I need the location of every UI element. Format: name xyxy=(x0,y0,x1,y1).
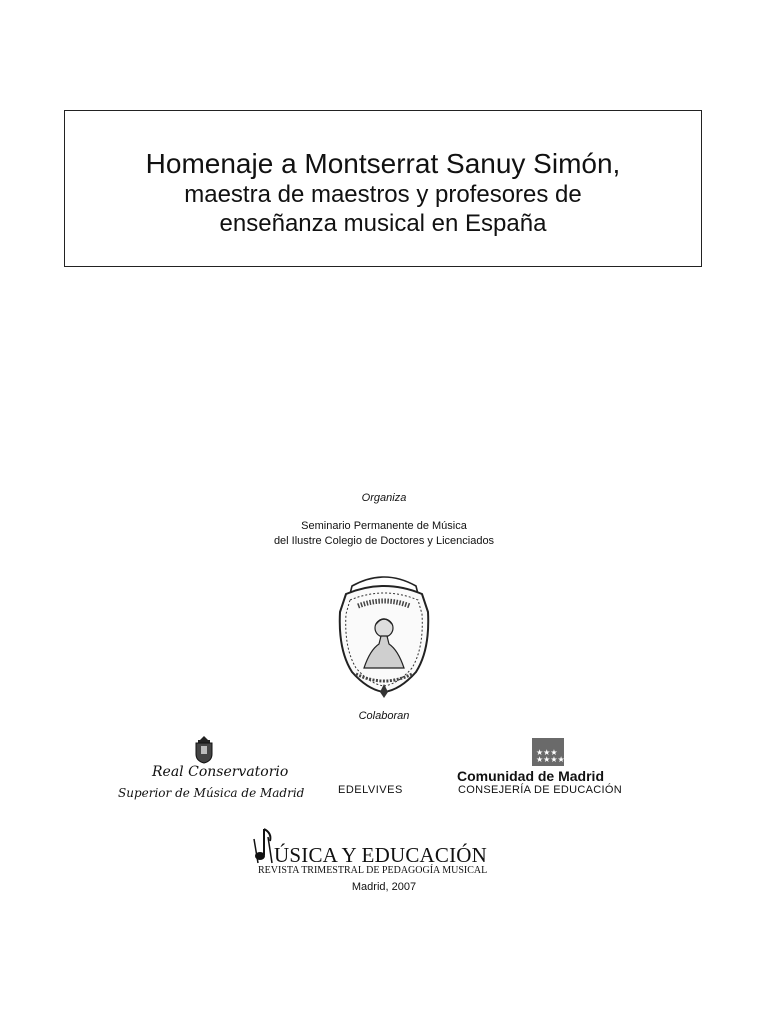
title-box xyxy=(64,110,702,267)
colegio-seal-icon xyxy=(334,572,434,700)
conservatorio-logo xyxy=(112,734,305,808)
revista-subtitle: REVISTA TRIMESTRAL DE PEDAGOGÍA MUSICAL xyxy=(258,865,488,876)
comunidad-name: Comunidad de Madrid xyxy=(457,768,604,784)
organizer-line-1: Seminario Permanente de Música xyxy=(301,520,467,532)
svg-text:★★★: ★★★ xyxy=(536,748,558,757)
music-note-icon xyxy=(252,827,274,867)
svg-text:★★★★: ★★★★ xyxy=(536,755,564,764)
consejeria-label: CONSEJERÍA DE EDUCACIÓN xyxy=(458,784,622,796)
edelvives-label: EDELVIVES xyxy=(338,784,403,796)
colaboran-label: Colaboran xyxy=(358,710,410,722)
conservatorio-name-line-2: Superior de Música de Madrid xyxy=(118,786,305,800)
comunidad-madrid-logo xyxy=(450,734,650,804)
page-title: Homenaje a Montserrat Sanuy Simón, xyxy=(145,148,621,179)
revista-title: ÚSICA Y EDUCACIÓN xyxy=(274,843,488,867)
page-subtitle-line-1: maestra de maestros y profesores de xyxy=(184,181,582,208)
page-subtitle-line-2: enseñanza musical en España xyxy=(219,210,547,237)
organizer-line-2: del Ilustre Colegio de Doctores y Licenciados xyxy=(273,535,495,547)
conservatorio-name-line-1: Real Conservatorio xyxy=(152,764,289,780)
conservatorio-crest-icon xyxy=(192,736,216,764)
revista-logo xyxy=(250,827,510,877)
place-date: Madrid, 2007 xyxy=(351,881,417,893)
organiza-label: Organiza xyxy=(361,492,407,504)
madrid-flag-icon xyxy=(532,738,564,766)
